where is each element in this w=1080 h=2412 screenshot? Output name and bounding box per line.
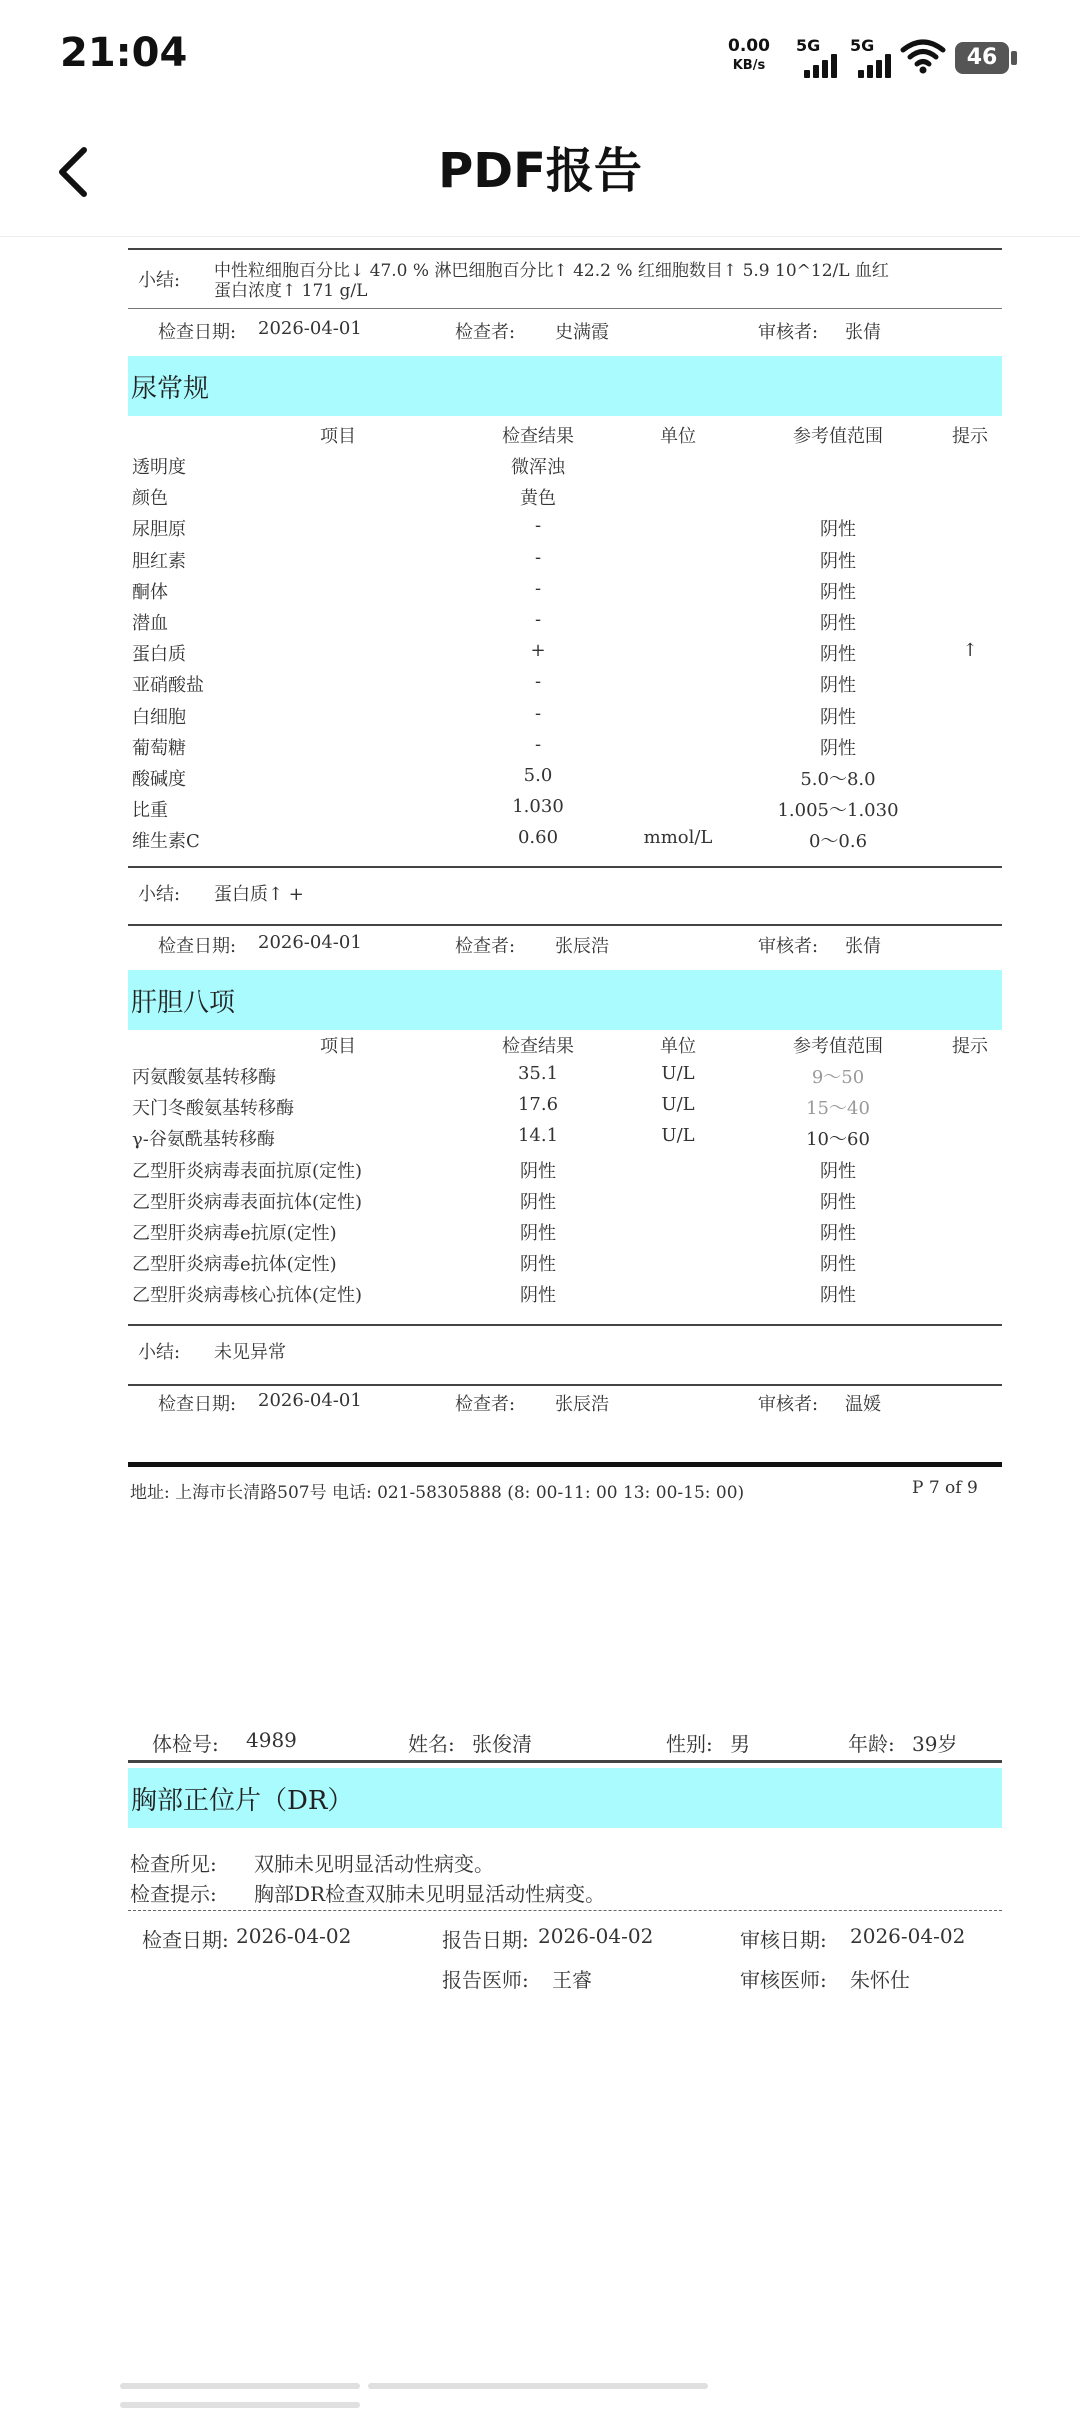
table-cell: 天门冬酸氨基转移酶 (132, 1098, 294, 1120)
table-cell: 阴性 (820, 737, 856, 759)
divider (128, 1384, 1002, 1386)
checker-label: 检查者: (455, 936, 516, 957)
table-cell: 35.1 (517, 1063, 559, 1084)
table-cell: U/L (661, 1094, 695, 1116)
table-cell: 阴性 (820, 675, 856, 697)
patient-id-label: 体检号: (152, 1732, 219, 1756)
table-header: 项目 (320, 426, 356, 447)
table-cell: 阴性 (820, 519, 856, 541)
footer-divider (128, 1462, 1002, 1467)
table-cell: 颜色 (132, 488, 168, 510)
signal-label: 5G (850, 36, 875, 55)
date-label: 检查日期: (158, 936, 237, 957)
network-speed (728, 36, 770, 76)
network-speed-value: 0.00 (728, 36, 770, 56)
table-cell: 1.030 (512, 796, 564, 818)
pdf-viewer[interactable] (0, 238, 1080, 2388)
wifi-icon (900, 38, 946, 74)
date-value: 2026-04-01 (258, 1390, 362, 1411)
signal-label: 5G (796, 36, 821, 55)
table-cell: 阴性 (520, 1160, 556, 1182)
table-cell: γ-谷氨酰基转移酶 (132, 1129, 275, 1151)
table-cell: 5.0～8.0 (800, 769, 876, 790)
checker-value: 张辰浩 (555, 1394, 609, 1415)
network-speed-unit: KB/s (732, 58, 766, 73)
status-bar (0, 0, 1080, 110)
date-label: 检查日期: (158, 1394, 237, 1415)
table-cell: 14.1 (517, 1125, 559, 1147)
table-cell: 阴性 (820, 1285, 856, 1307)
review-doctor: 朱怀仕 (850, 1968, 910, 1992)
signal-icon (796, 36, 846, 78)
battery-tip (1011, 51, 1017, 65)
patient-gender-label: 性别: (666, 1732, 713, 1756)
checker-value: 张辰浩 (555, 936, 609, 957)
table-header: 项目 (320, 1036, 356, 1057)
table-cell: 0.60 (517, 827, 559, 849)
table-cell: 9～50 (811, 1067, 865, 1088)
reviewer-value: 张倩 (845, 322, 881, 343)
table-cell: 丙氨酸氨基转移酶 (132, 1067, 276, 1088)
table-cell: - (534, 733, 542, 755)
table-cell: 0～0.6 (808, 831, 868, 853)
table-cell: 微浑浊 (511, 457, 565, 478)
table-cell: - (534, 515, 542, 537)
patient-age: 39岁 (912, 1732, 958, 1756)
table-cell: 潜血 (132, 613, 168, 634)
table-cell: 阴性 (820, 1191, 856, 1213)
date-label: 检查日期: (158, 322, 237, 343)
table-header: 提示 (952, 1036, 988, 1057)
divider (128, 1760, 1002, 1763)
table-header: 检查结果 (502, 1036, 574, 1057)
table-cell: 乙型肝炎病毒核心抗体(定性) (132, 1285, 363, 1307)
table-cell: 比重 (132, 800, 168, 822)
summary-text: 中性粒细胞百分比↓ 47.0 % 淋巴细胞百分比↑ 42.2 % 红细胞数目↑ 5.9 10^12/L 血红 (214, 261, 889, 281)
reviewer-value: 张倩 (845, 936, 881, 957)
table-cell: mmol/L (643, 827, 713, 849)
section-title: 胸部正位片（DR） (131, 1786, 354, 1816)
checker-label: 检查者: (455, 1394, 516, 1415)
footer-address: 地址: 上海市长清路507号 电话: 021-58305888 (8: 00-11: 00 13: 00-15: 00) (130, 1483, 745, 1503)
table-header: 单位 (660, 1036, 696, 1057)
report-doctor: 王睿 (552, 1968, 592, 1992)
table-cell: 阴性 (520, 1285, 556, 1307)
patient-gender: 男 (730, 1732, 750, 1756)
table-cell: 阴性 (520, 1223, 556, 1244)
table-cell: 阴性 (820, 1160, 856, 1182)
reviewer-label: 审核者: (758, 1394, 819, 1415)
table-cell: 阴性 (520, 1254, 556, 1276)
divider (128, 924, 1002, 926)
date-value: 2026-04-01 (258, 932, 362, 953)
summary-label: 小结: (138, 270, 181, 291)
table-cell: 胆红素 (132, 550, 186, 572)
table-cell: 酸碱度 (132, 769, 186, 790)
table-cell: 乙型肝炎病毒表面抗体(定性) (132, 1191, 363, 1213)
report-date-label: 报告日期: (442, 1928, 529, 1952)
table-cell: 阴性 (820, 1254, 856, 1276)
table-cell: 维生素C (132, 831, 200, 853)
table-cell: 酮体 (132, 581, 168, 603)
signal-icon (850, 36, 900, 78)
patient-age-label: 年龄: (848, 1732, 895, 1756)
table-header: 检查结果 (502, 426, 574, 447)
checker-value: 史满霞 (555, 322, 609, 343)
divider (128, 308, 1002, 309)
table-cell: 乙型肝炎病毒e抗体(定性) (132, 1254, 337, 1276)
divider (128, 1324, 1002, 1326)
table-cell: 蛋白质 (132, 644, 186, 666)
findings-text: 双肺未见明显活动性病变。 (254, 1852, 494, 1876)
section-header-chest (128, 1768, 1002, 1828)
bottom-scroll-indicator (120, 2374, 960, 2380)
table-cell: 透明度 (132, 457, 186, 478)
table-cell: 阴性 (820, 613, 856, 634)
section-header-liver (128, 970, 1002, 1030)
table-header: 参考值范围 (793, 1036, 883, 1057)
table-cell: - (534, 671, 542, 693)
hint-text: 胸部DR检查双肺未见明显活动性病变。 (254, 1882, 606, 1906)
reviewer-value: 温媛 (845, 1394, 881, 1415)
summary-label: 小结: (138, 884, 181, 905)
section-title: 肝胆八项 (131, 988, 236, 1018)
findings-label: 检查所见: (130, 1852, 217, 1876)
review-date: 2026-04-02 (850, 1924, 966, 1948)
table-cell: - (534, 702, 542, 724)
report-doctor-label: 报告医师: (442, 1968, 529, 1992)
table-header: 参考值范围 (793, 426, 883, 447)
table-cell: - (534, 546, 542, 568)
table-cell: 亚硝酸盐 (132, 675, 204, 697)
reviewer-label: 审核者: (758, 322, 819, 343)
table-cell: 葡萄糖 (132, 737, 186, 759)
status-time: 21:04 (60, 30, 188, 76)
table-cell: 17.6 (517, 1094, 559, 1116)
reviewer-label: 审核者: (758, 936, 819, 957)
review-doctor-label: 审核医师: (740, 1968, 827, 1992)
report-date: 2026-04-02 (538, 1924, 654, 1948)
patient-name-label: 姓名: (408, 1732, 455, 1756)
hint-label: 检查提示: (130, 1882, 217, 1906)
table-cell: U/L (661, 1063, 695, 1084)
table-cell: 尿胆原 (132, 519, 186, 541)
table-cell: 乙型肝炎病毒表面抗原(定性) (132, 1160, 363, 1182)
page-number: P 7 of 9 (912, 1478, 978, 1498)
table-cell: + (530, 640, 546, 662)
divider (128, 866, 1002, 868)
app-bar (0, 110, 1080, 237)
summary-text: 蛋白质↑ + (214, 884, 304, 905)
table-cell: - (534, 577, 542, 599)
table-cell: 乙型肝炎病毒e抗原(定性) (132, 1223, 337, 1244)
table-cell: 阴性 (520, 1191, 556, 1213)
table-cell: 10～60 (806, 1129, 870, 1151)
patient-name: 张俊清 (472, 1732, 532, 1756)
section-title: 尿常规 (131, 374, 210, 404)
table-cell: ↑ (962, 640, 978, 662)
table-cell: - (534, 609, 542, 630)
summary-text: 蛋白浓度↑ 171 g/L (214, 281, 368, 301)
divider (128, 1910, 1002, 1911)
table-header: 单位 (660, 426, 696, 447)
review-date-label: 审核日期: (740, 1928, 827, 1952)
summary-text: 未见异常 (214, 1342, 286, 1363)
checker-label: 检查者: (455, 322, 516, 343)
table-cell: 阴性 (820, 644, 856, 666)
table-cell: 1.005～1.030 (777, 800, 899, 822)
table-cell: 5.0 (523, 765, 553, 786)
table-cell: 阴性 (820, 706, 856, 728)
divider (128, 248, 1002, 250)
table-cell: 白细胞 (132, 706, 186, 728)
table-cell: 黄色 (520, 488, 556, 510)
table-cell: U/L (661, 1125, 695, 1147)
table-header: 提示 (952, 426, 988, 447)
date-value: 2026-04-01 (258, 318, 362, 339)
table-cell: 阴性 (820, 550, 856, 572)
table-cell: 阴性 (820, 581, 856, 603)
battery-icon: 46 (955, 42, 1009, 74)
summary-label: 小结: (138, 1342, 181, 1363)
page-title: PDF报告 (438, 143, 642, 199)
exam-date: 2026-04-02 (236, 1924, 352, 1948)
exam-date-label: 检查日期: (142, 1928, 229, 1952)
table-cell: 15～40 (806, 1098, 870, 1120)
patient-id: 4989 (246, 1728, 297, 1752)
section-header-urine (128, 356, 1002, 416)
table-cell: 阴性 (820, 1223, 856, 1244)
